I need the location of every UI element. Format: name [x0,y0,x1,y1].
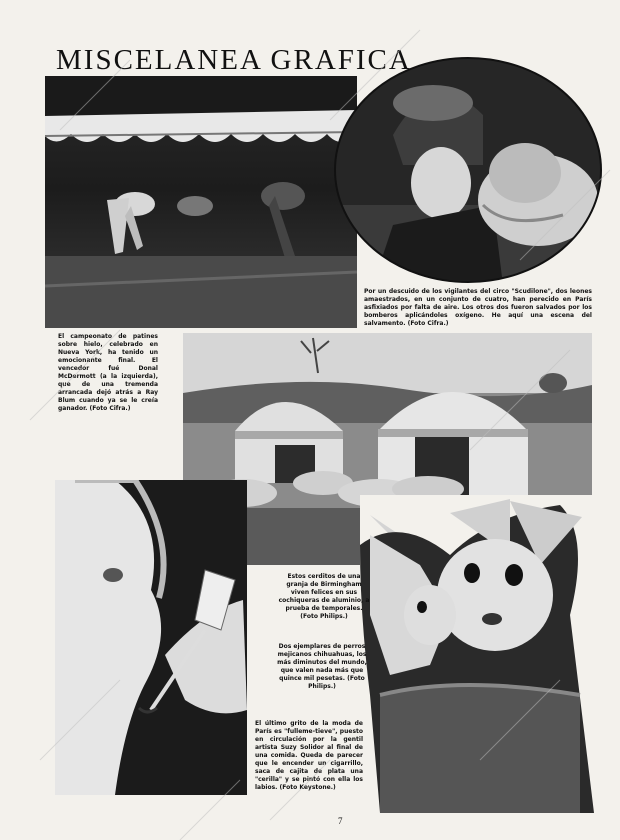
cigarette-caption: El último grito de la moda de París es "fulleme-tieve", puesto en circulación por la gentil artista Suzy Solidor al final de una comida. Queda de parecer que le encender un cigarrillo, saca de cajita de plata una "cerilla" y se pintó con ella los labios. (Foto Keystone.) [255,720,363,791]
pigs-caption: Estos cerditos de una granja de Birmingham viven felices en sus cochiqueras de aluminio, a prueba de temporales. (Foto Philips.) [278,573,370,620]
lion-rescue-photo [333,55,603,285]
woman-cigarette-photo [55,480,247,795]
ice-skating-photo [45,76,357,328]
chihuahua-caption: Dos ejemplares de perros mejicanos chihuahuas, los más diminutos del mundo, que valen nada más que quince mil pesetas. (Foto Philips.) [277,643,367,690]
lion-caption: Por un descuido de los vigilantes del circo "Scudilone", dos leones amaestrados, en un conjunto de cuatro, han perecido en París asfixiados por falta de aire. Los otros dos fueron salvados por los bomberos aplicándoles oxígeno. He aquí una escena del salvamento. (Foto Cifra.) [364,288,592,327]
skating-caption: El campeonato de patines sobre hielo, celebrado en Nueva York, ha tenido un emocionante final. El vencedor fué Donal McDermott (a la izquierda), que de una tremenda arrancada dejó atrás a Ray Blum cuando ya se le creía ganador. (Foto Cifra.) [58,333,158,412]
page-title: MISCELANEA GRAFICA [56,44,412,76]
page-number: 7 [338,816,343,826]
chihuahua-dogs-photo [360,495,594,813]
